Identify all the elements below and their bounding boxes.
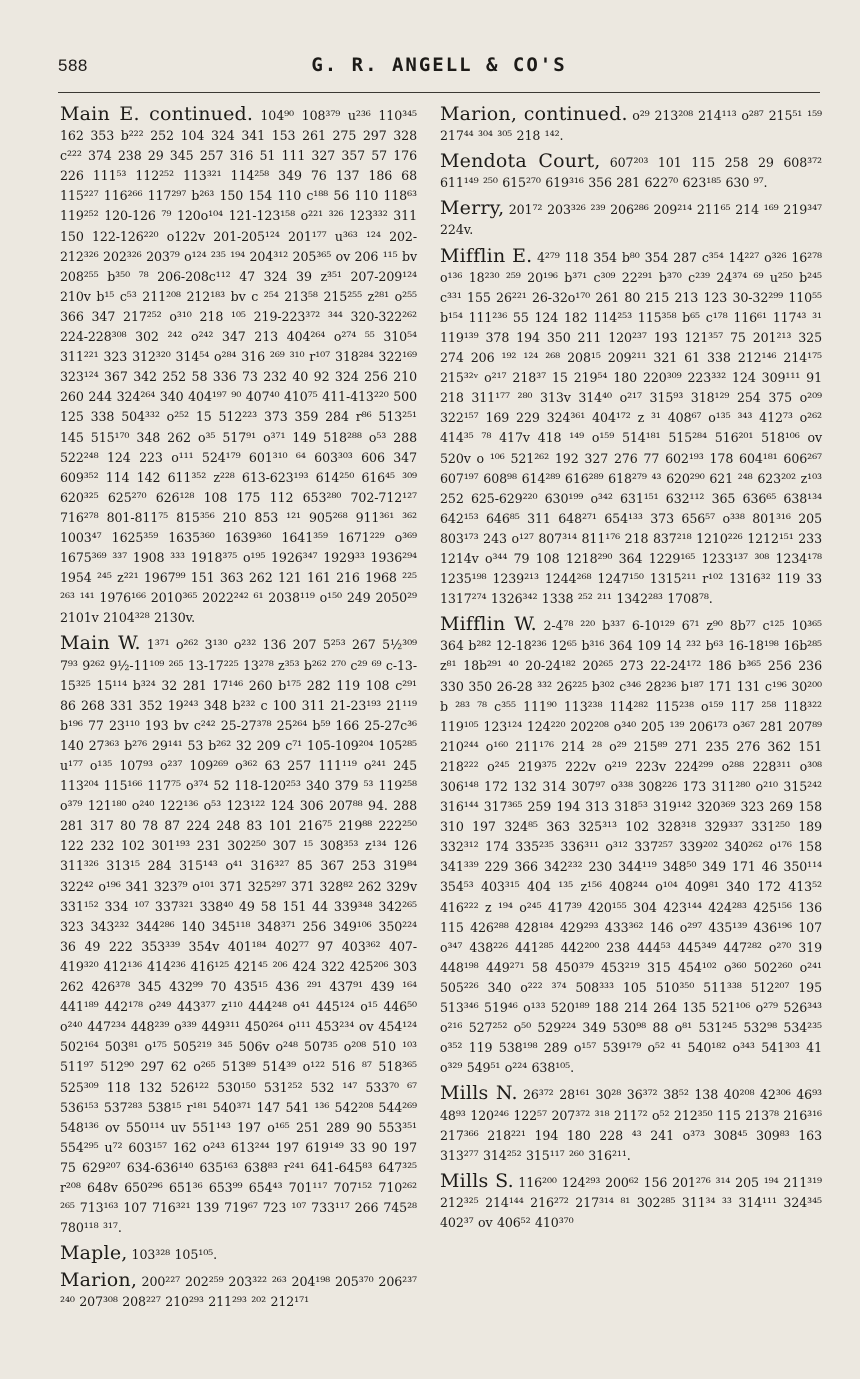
street-entry	[440, 1171, 822, 1233]
house-number-list: 104⁹⁰ 108³⁷⁹ u²³⁶ 110³⁴⁵ 162 353 b²²² 252 104 324 341 153 261 275 297 328 c²²² 374 238 29 345 257 316 51 111 327 357 57 176 226 111⁵³ 112²⁵² 113³²¹ 114²⁵⁸ 349 76 137 186 68 115²²⁷ 116²⁶⁶ 117²⁹⁷ b²⁶³ 150 154 110 c¹⁸⁸ 56 110 118⁶³ 119²⁵² 120-126 ⁷⁹ 120o¹⁰⁴ 121-123¹⁵⁸ o²²¹ ³²⁶ 123³³² 311 150 122-126²²⁰ o122v 201-205¹²⁴ 201¹⁷⁷ u³⁶³ ¹²⁴ 202-212³²⁶ 202³²⁶ 203⁷⁹ o¹²⁴ ²³⁵ ¹⁹⁴ 204³¹² 205³⁶⁵ ov 206 ¹¹⁵ bv 208²⁵⁵ b³⁵⁰ ⁷⁸ 206-208c¹¹² 47 324 39 z³⁵¹ 207-209¹²⁴ 210v b¹⁵ c⁵³ 211²⁰⁸ 212¹⁸³ bv c ²⁵⁴ 213⁵⁸ 215²⁵⁵ z²⁸¹ o²⁵⁵ 366 347 217²⁵² o³¹⁰ 218 ¹⁰⁵ 219-223³⁷² ³⁴⁴ 320-322²⁶² 224-228³⁰⁸ 302 ²⁴² o²⁴² 347 213 404²⁶⁴ o²⁷⁴ ⁵⁵ 310⁵⁴ 311²²¹ 323 312³²⁰ 314⁵⁴ o²⁸⁴ 316 ²⁶⁹ ³¹⁰ r¹⁰⁷ 318²⁸⁴ 322¹⁶⁹ 323¹²⁴ 367 342 252 58 336 73 232 40 92 324 256 210 260 244 324²⁶⁴ 340 404¹⁹⁷ ⁹⁰ 407⁴⁰ 410⁷⁵ 411-413²²⁰ 500 125 338 504³³² o²⁵² 15 512²²³ 373 359 284 r⁸⁶ 513²⁵¹ 145 515¹⁷⁰ 348 262 o³⁵ 517⁹¹ o³⁷¹ 149 518²⁸⁸ o⁵³ 288 522²⁴⁸ 124 223 o¹¹¹ 524¹⁷⁹ 601³¹⁰ ⁶⁴ 603³⁰³ 606 347 609³⁵² 114 142 611³⁵² z²²⁸ 613-623¹⁹³ 614²⁵⁰ 616⁴⁵ ³⁰⁹ 620³²⁵ 625²⁷⁰ 626¹²⁸ 108 175 112 653²⁸⁰ 702-712¹²⁷ 716²⁷⁸ 801-811⁷⁵ 815³⁵⁶ 210 853 ¹²¹ 905²⁶⁸ 911³⁶¹ ³⁶² 1003⁴⁷ 1625³⁵⁹ 1635³⁶⁰ 1639³⁶⁰ 1641³⁵⁹ 1671²²⁹ o³⁶⁹ 1675³⁶⁹ ³³⁷ 1908 ³³³ 1918³⁷⁵ o¹⁹⁵ 1926³⁴⁷ 1929³³ 1936²⁹⁴ 1954 ²⁴⁵ z²²¹ 1967⁹⁹ 151 363 262 121 161 216 1968 ²²⁵ ²⁶³ ¹⁴¹ 1976¹⁶⁶ 2010³⁶⁵ 2022²⁴² ⁶¹ 2038¹¹⁹ o¹⁵⁰ 249 2050²⁹ 2101v 2104³²⁸ 2130v.	[60, 108, 417, 626]
house-number-list: 116²⁰⁰ 124²⁹³ 200⁶² 156 201²⁷⁶ ³¹⁴ 205 ¹⁹⁴ 211³¹⁹ 212³²⁵ 214¹⁴⁴ 216²⁷² 217³¹⁴ ⁸¹ 302²⁸⁵ 311³⁴ ³³ 314¹¹¹ 324³⁴⁵ 402³⁷ ov 406⁵² 410³⁷⁰	[440, 1174, 822, 1230]
house-number-list: 26³⁷² 28¹⁶¹ 30²⁸ 36³⁷² 38⁵² 138 40²⁰⁸ 42³⁰⁶ 46⁹³ 48⁹³ 120²⁴⁶ 122⁵⁷ 207³⁷² ³¹⁸ 211⁷² o⁵² 212³⁵⁰ 115 213⁷⁸ 216³¹⁶ 217³⁶⁶ 218²²¹ 194 180 228 ⁴³ 241 o³⁷³ 308⁴⁵ 309⁸³ 163 313²⁷⁷ 314²⁵² 315¹¹⁷ ²⁶⁰ 316²¹¹.	[440, 1087, 822, 1163]
house-number-list: 4²⁷⁹ 118 354 b⁸⁰ 354 287 c³⁵⁴ 14²²⁷ o³²⁶ 16²⁷⁸ o¹³⁶ 18²³⁰ ²⁵⁹ 20¹⁹⁶ b³⁷¹ c³⁰⁹ 22²⁹¹ b³⁷⁰ c²³⁹ 24³⁷⁴ ⁶⁹ u²⁵⁰ b²⁴⁵ c³³¹ 155 26²²¹ 26-32o¹⁷⁰ 261 80 215 213 123 30-32²⁹⁹ 110⁵⁵ b¹⁵⁴ 111²³⁶ 55 124 182 114²⁵³ 115³⁵⁸ b⁶⁵ c¹⁷⁸ 116⁶¹ 117⁴³ ³¹ 119¹³⁹ 378 194 350 211 120²³⁷ 193 121³⁵⁷ 75 201²¹³ 325 274 206 ¹⁹² ¹²⁴ ²⁶⁸ 208¹⁵ 209²¹¹ 321 61 338 212¹⁴⁶ 214¹⁷⁵ 215³²ᵛ o²¹⁷ 218³⁷ 15 219⁵⁴ 180 220³⁰⁹ 223³³² 124 309¹¹¹ 91 218 311¹⁷⁷ ²⁸⁰ 313v 314⁴⁰ o²¹⁷ 315⁹³ 318¹²⁹ 254 375 o²⁰⁹ 322¹⁵⁷ 169 229 324³⁶¹ 404¹⁷² z ³¹ 408⁶⁷ o¹³⁵ ³⁴³ 412⁷³ o²⁶² 414³⁵ ⁷⁸ 417v 418 ¹⁴⁹ o¹⁵⁹ 514¹⁸¹ 515²⁸⁴ 516²⁰¹ 518¹⁰⁶ ov 520v o ¹⁰⁶ 521²⁶² 192 327 276 77 602¹⁹³ 178 604¹⁸¹ 606²⁶⁷ 607¹⁹⁷ 608⁹⁸ 614²⁸⁹ 616²⁸⁹ 618²⁷⁹ ⁴³ 620²⁹⁰ 621 ²⁴⁸ 623²⁰² z¹⁰³ 252 625-629²²⁰ 630¹⁹⁹ o³⁴² 631¹⁵¹ 632¹¹² 365 636⁶⁵ 638¹³⁴ 642¹⁵³ 646⁸⁵ 311 648²⁷¹ 654¹³³ 373 656⁵⁷ o³³⁸ 801³¹⁶ 205 803¹⁷³ 243 o¹²⁷ 807³¹⁴ 811¹⁷⁶ 218 837²¹⁸ 1210²²⁶ 1212¹⁵¹ 233 1214v o³⁴⁴ 79 108 1218²⁹⁰ 364 1229¹⁶⁵ 1233¹³⁷ ³⁰⁸ 1234¹⁷⁸ 1235¹⁹⁸ 1239²¹³ 1244²⁶⁸ 1247¹⁵⁰ 1315²¹¹ r¹⁰² 1316³² 119 33 1317²⁷⁴ 1326³⁴² 1338 ²⁵² ²¹¹ 1342²⁸³ 1708⁷⁸.	[440, 249, 823, 607]
street-name: Main E. continued.	[60, 103, 254, 125]
house-number-list: 103³²⁸ 105¹⁰⁵.	[131, 1247, 218, 1263]
house-number-list: 1³⁷¹ o²⁶² 3¹³⁰ o²³² 136 207 5²⁵³ 267 5½³⁰⁹ 7⁹³ 9²⁶² 9½-11¹⁰⁹ ²⁶⁵ 13-17²²⁵ 13²⁷⁸ z³⁵³ b²⁶² ²⁷⁰ c²⁹ ⁶⁹ c-13-15³²⁵ 15¹¹⁴ b³²⁴ 32 281 17¹⁴⁶ 260 b¹⁷⁵ 282 119 108 c²⁹¹ 86 268 331 352 19²⁴³ 348 b²³² c 100 311 21-23¹⁹³ 21¹¹⁹ b¹⁹⁶ 77 23¹¹⁰ 193 bv c²⁴² 25-27³⁷⁸ 25²⁶⁴ b⁵⁹ 166 25-27c³⁶ 140 27³⁶³ b²⁷⁶ 29¹⁴¹ 53 b²⁶² 32 209 c⁷¹ 105-109²⁰⁴ 105²⁸⁵ u¹⁷⁷ o¹³⁵ 107⁹³ o²³⁷ 109²⁶⁹ o³⁶² 63 257 111¹¹⁹ o²⁴¹ 245 113²⁰⁴ 115¹⁶⁶ 117⁷⁵ o³⁷⁴ 52 118-120²⁵³ 340 379 ⁵³ 119²⁵⁸ o³⁷⁹ 121¹⁸⁰ o²⁴⁰ 122¹³⁶ o⁵³ 123¹²² 124 306 207⁸⁸ 94. 288 281 317 80 78 87 224 248 83 101 216⁷⁵ 219⁸⁸ 222²⁵⁰ 122 232 102 301¹⁹³ 231 302²⁵⁰ 307 ¹⁵ 308³⁵³ z¹³⁴ 126 311³²⁶ 313¹⁵ 284 315¹⁴³ o⁴¹ 316³²⁷ 85 367 253 319⁸⁴ 322⁴² o¹⁹⁶ 341 323⁷⁹ o¹⁰¹ 371 325²⁹⁷ 371 328⁸² 262 329v 331¹⁵² 334 ¹⁰⁷ 337³²¹ 338⁴⁰ 49 58 151 44 339³⁴⁸ 342²⁶⁵ 323 343²³² 344²⁸⁶ 140 345¹¹⁸ 348³⁷¹ 256 349¹⁰⁶ 350²²⁴ 36 49 222 353³³⁹ 354v 401¹⁸⁴ 402⁷⁷ 97 403³⁶² 407-419³²⁰ 412¹³⁶ 414²³⁶ 416¹²⁵ 421⁴⁵ ²⁰⁶ 424 322 425²⁰⁶ 303 262 426³⁷⁸ 345 432⁹⁹ 70 435¹⁵ 436 ²⁹¹ 437⁹¹ 439 ¹⁶⁴ 441¹⁸⁹ 442¹⁷⁸ o²⁴⁹ 443³⁷⁷ z¹¹⁰ 444²⁴⁸ o⁴¹ 445¹²⁴ o¹⁵ 446⁵⁰ o²⁴⁰ 447²³⁴ 448²³⁹ o³³⁹ 449³¹¹ 450²⁶⁴ o¹¹¹ 453²³⁴ ov 454¹²⁴ 502¹⁶⁴ 503⁸¹ o¹⁷⁵ 505²¹⁹ ³⁴⁵ 506v o²⁴⁸ 507³⁵ o²⁰⁸ 510 ¹⁰³ 511⁹⁷ 512⁹⁰ 297 62 o²⁶⁵ 513⁸⁹ 514³⁹ o¹²² 516 ⁸⁷ 518³⁶⁵ 525³⁰⁹ 118 132 526¹²² 530¹⁵⁰ 531²⁵² 532 ¹⁴⁷ 533⁷⁰ ⁶⁷ 536¹⁵³ 537²⁸³ 538¹⁵ r¹⁸¹ 540³⁷¹ 147 541 ¹³⁶ 542²⁰⁸ 544²⁶⁹ 548¹³⁶ ov 550¹¹⁴ uv 551¹⁴³ 197 o¹⁶⁵ 251 289 90 553³⁵¹ 554²⁹⁵ u⁷² 603¹⁵⁷ 162 o²⁴³ 613²⁴⁴ 197 619¹⁴⁹ 33 90 197 75 629²⁰⁷ 634-636¹⁴⁰ 635¹⁶³ 638⁸³ r²⁴¹ 641-645⁸³ 647³²⁵ r²⁰⁸ 648v 650²⁹⁶ 651³⁶ 653⁹⁹ 654⁴³ 701¹¹⁷ 707¹⁵² 710²⁶² ²⁶⁵ 713¹⁶³ 107 716³²¹ 139 719⁶⁷ 723 ¹⁰⁷ 733¹¹⁷ 266 745²⁸ 780¹¹⁸ ³¹⁷.	[60, 637, 417, 1236]
street-entry	[60, 104, 417, 628]
street-entry	[440, 151, 822, 193]
street-name: Marion,	[60, 1269, 138, 1292]
street-entry	[60, 1243, 417, 1265]
street-entry	[440, 614, 822, 1078]
street-name: Mifflin W.	[440, 613, 537, 636]
page-number: 588	[58, 56, 88, 75]
house-number-list: o²⁹ 213²⁰⁸ 214¹¹³ o²⁸⁷ 215⁵¹ ¹⁵⁹ 217⁴⁴ ³⁰⁴ ³⁰⁵ 218 ¹⁴².	[440, 108, 822, 144]
house-number-list: 201⁷² 203³²⁶ ²³⁹ 206²⁸⁶ 209²¹⁴ 211⁶⁵ 214 ¹⁶⁹ 219³⁴⁷ 224v.	[440, 202, 822, 238]
street-name: Maple,	[60, 1242, 128, 1265]
street-name: Marion, continued.	[440, 103, 628, 125]
street-entry	[440, 1083, 822, 1165]
street-entry	[440, 246, 822, 610]
street-name: Main W.	[60, 632, 141, 655]
house-number-list: 200²²⁷ 202²⁵⁹ 203³²² ²⁶³ 204¹⁹⁸ 205³⁷⁰ 206²³⁷ ²⁴⁰ 207³⁰⁸ 208²²⁷ 210²⁹³ 211²⁹³ ²⁰² 212¹⁷¹	[60, 1274, 418, 1310]
left-column	[60, 104, 417, 1318]
street-name: Merry,	[440, 197, 505, 220]
street-name: Mills S.	[440, 1169, 514, 1192]
street-entry	[440, 104, 822, 146]
publisher-heading: G. R. ANGELL & CO'S	[311, 54, 567, 76]
house-number-list: 2-4⁷⁸ ²²⁰ b³³⁷ 6-10¹²⁹ 6⁷¹ z⁹⁰ 8b⁷⁷ c¹²⁵ 10³⁶⁵ 364 b²⁸² 12-18²³⁶ 12⁶⁵ b³¹⁶ 364 109 14 ²³² b⁶³ 16-18¹⁹⁸ 16b²⁸⁵ z⁸¹ 18b²⁹¹ ⁴⁰ 20-24¹⁸² 20²⁶⁵ 273 22-24¹⁷² 186 b³⁶⁵ 256 236 330 350 26-28 ³³² 26²²⁵ b³⁰² c³⁴⁶ 28²³⁶ b¹⁸⁷ 171 131 c¹⁹⁶ 30²⁰⁰ b ²⁸³ ⁷⁸ c³⁵⁵ 111⁹⁰ 113²³⁸ 114²⁸² 115²³⁸ o¹⁵⁹ 117 ²⁵⁸ 118³²² 119¹⁰⁵ 123¹²⁴ 124²²⁰ 202²⁰⁸ o³⁴⁰ 205 ¹³⁹ 206¹⁷³ o³⁶⁷ 281 207⁸⁹ 210²⁴⁴ o¹⁶⁰ 211¹⁷⁶ 214 ²⁸ o²⁹ 215⁸⁹ 271 235 276 362 151 218²²² o²⁴⁵ 219³⁷⁵ 222v o²¹⁹ 223v 224²⁹⁹ o²⁸⁸ 228³¹¹ o³⁰⁸ 306¹⁴⁸ 172 132 314 307⁹⁷ o³³⁸ 308²²⁶ 173 311²⁸⁰ o²¹⁰ 315²⁴² 316¹⁴⁴ 317³⁶⁵ 259 194 313 318⁵³ 319¹⁴² 320³⁶⁹ 323 269 158 310 197 324⁸⁵ 363 325³¹³ 102 328³¹⁸ 329³³⁷ 331²⁵⁰ 189 332³¹² 174 335²³⁵ 336³¹¹ o³¹² 337²⁵⁷ 339²⁰² 340²⁶² o¹⁷⁶ 158 341³³⁹ 229 366 342²³² 230 344¹¹⁹ 348⁵⁰ 349 171 46 350¹¹⁴ 354⁵³ 403³¹⁵ 404 ¹³⁵ z¹⁵⁶ 408²⁴⁴ o¹⁰⁴ 409⁸¹ 340 172 413⁵² 416²²² z ¹⁹⁴ o²⁴⁵ 417³⁹ 420¹⁵⁵ 304 423¹⁴⁴ 424²⁸³ 425¹⁵⁶ 136 115 426²⁸⁸ 428¹⁸⁴ 429²⁹³ 433³⁶² 146 o²⁹⁷ 435¹³⁹ 436¹⁹⁶ 107 o³⁴⁷ 438²²⁶ 441²⁸⁵ 442²⁰⁰ 238 444⁵³ 445³⁴⁹ 447²⁸² o²⁷⁰ 319 448¹⁹⁸ 449²⁷¹ 58 450³⁷⁹ 453²¹⁹ 315 454¹⁰² o³⁶⁰ 502²⁶⁰ o²⁴¹ 505²²⁶ 340 o²²² ³⁷⁴ 508³³³ 105 510³⁵⁰ 511³³⁸ 512²⁰⁷ 195 513³⁴⁶ 519⁴⁶ o¹³³ 520¹⁸⁹ 188 214 264 135 521¹⁰⁶ o²⁷⁹ 526³⁴³ o²¹⁶ 527²⁵² o⁵⁰ 529²²⁴ 349 530⁹⁸ 88 o⁸¹ 531²⁴⁵ 532⁹⁸ 534²³⁵ o³⁵² 119 538¹⁹⁸ 289 o¹⁵⁷ 539¹⁷⁹ o⁵² ⁴¹ 540¹⁸² o³⁴³ 541³⁰³ 41 o³²⁹ 549⁵¹ o²²⁴ 638¹⁰⁵.	[440, 618, 822, 1076]
right-column	[440, 104, 822, 1238]
street-entry	[60, 633, 417, 1238]
street-name: Mills N.	[440, 1082, 518, 1105]
header-rule	[58, 92, 820, 93]
street-name: Mendota Court,	[440, 150, 601, 173]
house-number-list: 607²⁰³ 101 115 258 29 608³⁷² 611¹⁴⁹ ²⁵⁰ 615²⁷⁰ 619³¹⁶ 356 281 622⁷⁰ 623¹⁸⁵ 630 ⁹⁷.	[440, 155, 822, 191]
street-entry	[60, 1270, 417, 1312]
page-header	[58, 54, 820, 84]
street-name: Mifflin E.	[440, 244, 533, 267]
street-entry	[440, 198, 822, 240]
